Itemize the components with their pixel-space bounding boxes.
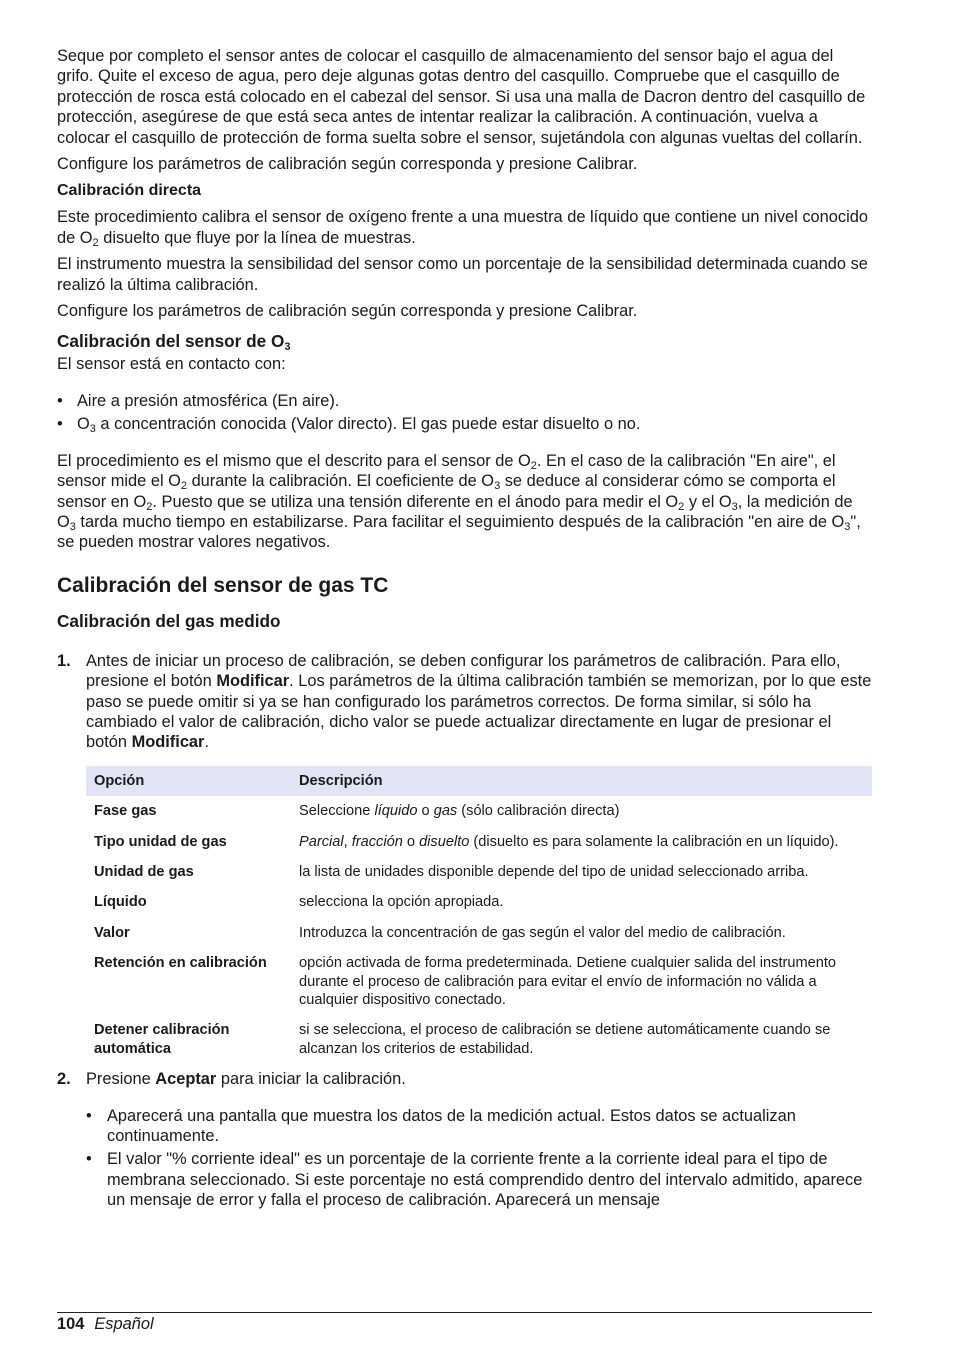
step-number: 2.	[57, 1070, 71, 1089]
bullet-list-contacto	[57, 391, 872, 435]
option-cell: Detener calibración automática	[94, 1022, 230, 1057]
paragraph-configure: Configure los parámetros de calibración según corresponda y presione Calibrar.	[57, 155, 638, 174]
bullet-list-calibracion	[57, 1106, 872, 1211]
options-table	[86, 766, 872, 1064]
page-footer	[57, 1312, 872, 1334]
option-cell: Valor	[94, 924, 130, 941]
page-content	[57, 46, 872, 1211]
step-number: 1.	[57, 651, 71, 670]
table-row	[86, 918, 872, 948]
paragraph-rinse: Seque por completo el sensor antes de colocar el casquillo de almacenamiento del sensor bajo el agua del grifo. Quite el exceso de agua, pero deje algunas gotas dentro del casquillo. Compruebe que el casquillo de protección de rosca está colocado en el cabezal del sensor. Si usa una malla de Dacron dentro del casquillo de protección, asegúrese de que está seca antes de intentar realizar la calibración. A continuación, vuelva a colocar el casquillo de protección de forma suelta sobre el sensor, sujetándola con algunas vueltas del collarín.	[57, 47, 866, 147]
heading-gas-medido: Calibración del gas medido	[57, 610, 281, 631]
list-item: • El valor "% corriente ideal" es un porcentaje de la corriente frente a la corriente ideal para el tipo de membrana seleccionado. Si este porcentaje no está comprendido dentro del intervalo admitido, aparece un mensaje de error y falla el proceso de calibración. Aparecerá un mensaje	[57, 1149, 872, 1210]
list-item: • Aire a presión atmosférica (En aire).	[57, 391, 872, 411]
description-cell: selecciona la opción apropiada.	[299, 894, 504, 911]
column-header-opcion: Opción	[86, 766, 291, 796]
paragraph-sensibilidad: El instrumento muestra la sensibilidad del sensor como un porcentaje de la sensibilidad determinada cuando se realizó la última calibración.	[57, 255, 868, 294]
option-cell: Tipo unidad de gas	[94, 833, 227, 850]
paragraph-configure-2: Configure los parámetros de calibración según corresponda y presione Calibrar.	[57, 302, 638, 321]
table-header-row	[86, 766, 872, 796]
table-row	[86, 857, 872, 887]
option-cell: Fase gas	[94, 803, 157, 820]
description-cell: opción activada de forma predeterminada. Detiene cualquier salida del instrumento durante el proceso de calibración para evitar el envío de información no válida a cualquier dispositivo conectado.	[299, 955, 837, 1008]
step-2: 2. Presione Aceptar para iniciar la calibración.	[57, 1070, 406, 1089]
option-cell: Unidad de gas	[94, 863, 194, 880]
description-cell: si se selecciona, el proceso de calibración se detiene automáticamente cuando se alcanzan los criterios de estabilidad.	[299, 1022, 831, 1057]
column-header-descripcion: Descripción	[291, 766, 872, 796]
description-cell: Parcial, fracción o disuelto (disuelto es para solamente la calibración en un líquido).	[299, 833, 839, 850]
page-number: 104	[57, 1315, 85, 1333]
description-cell: Seleccione líquido o gas (sólo calibración directa)	[299, 803, 620, 820]
description-cell: la lista de unidades disponible depende del tipo de unidad seleccionado arriba.	[299, 863, 809, 880]
table-row	[86, 1015, 872, 1064]
option-cell: Líquido	[94, 894, 147, 911]
heading-sensor-o3: Calibración del sensor de $O_3$	[57, 331, 291, 354]
footer-language: Español	[94, 1315, 154, 1333]
heading-calibracion-directa: Calibración directa	[57, 182, 202, 200]
table-row	[86, 827, 872, 857]
paragraph-contacto: El sensor está en contacto con:	[57, 355, 286, 374]
heading-sensor-gas-tc: Calibración del sensor de gas TC	[57, 573, 389, 597]
list-item: • $O_3$ a concentración conocida (Valor directo). El gas puede estar disuelto o no.	[57, 414, 872, 434]
table-row	[86, 887, 872, 917]
description-cell: Introduzca la concentración de gas según el valor del medio de calibración.	[299, 924, 786, 941]
list-item: • Aparecerá una pantalla que muestra los datos de la medición actual. Estos datos se actualizan continuamente.	[57, 1106, 872, 1147]
paragraph-directa: Este procedimiento calibra el sensor de oxígeno frente a una muestra de líquido que contiene un nivel conocido de $O_2$ disuelto que fluye por la línea de muestras.	[57, 208, 868, 249]
step-1: 1. Antes de iniciar un proceso de calibración, se deben configurar los parámetros de calibración. Para ello, presione el botón Modificar. Los parámetros de la última calibración también se memorizan, por lo que este paso se puede omitir si ya se han configurado los parámetros correctos. De forma similar, si sólo ha cambiado el valor de calibración, dicho valor se puede actualizar directamente en lugar de presionar el botón Modificar.	[57, 651, 872, 752]
option-cell: Retención en calibración	[94, 955, 267, 972]
paragraph-procedimiento: El procedimiento es el mismo que el descrito para el sensor de $O_2$. En el caso de la calibración "En aire", el sensor mide el $O_2$ durante la calibración. El coeficiente de $O_3$ se deduce al considerar cómo se comporta el sensor en $O_2$. Puesto que se utiliza una tensión diferente en el ánodo para medir el $O_2$ y el $O_3$, la medición de $O_3$ tarda mucho tiempo en estabilizarse. Para facilitar el seguimiento después de la calibración "en aire de $O_3$", se pueden mostrar valores negativos.	[57, 451, 861, 552]
table-row	[86, 796, 872, 826]
table-row	[86, 948, 872, 1015]
